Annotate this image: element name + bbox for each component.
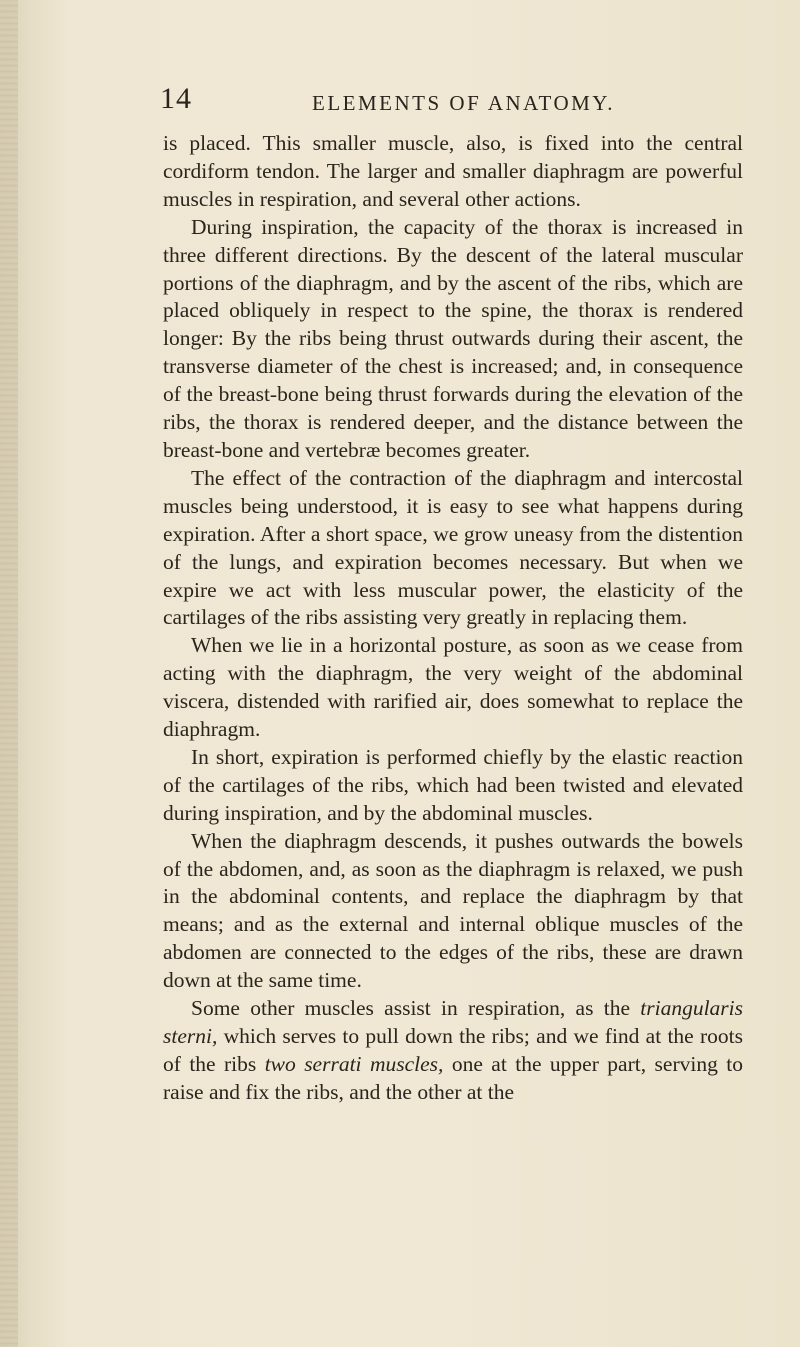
binding-gutter bbox=[0, 0, 18, 1347]
body-text bbox=[163, 130, 743, 1107]
paragraph-6: When the diaphragm descends, it pushes outwards the bowels of the abdomen, and, as soon as the diaphragm is relaxed, we push in the abdominal contents, and replace the diaphragm by that means; and as the external and internal oblique muscles of the abdomen are connected to the edges of the ribs, these are drawn down at the same time. bbox=[163, 828, 743, 993]
paragraph-7 bbox=[163, 995, 743, 1107]
paragraph-7-text-b: which serves to pull down the ribs; and we find at the roots of the ribs bbox=[163, 1024, 743, 1076]
paragraph-7-italic-2: two serrati muscles, bbox=[264, 1051, 444, 1076]
page-header bbox=[160, 82, 720, 122]
paragraph-1: is placed. This smaller muscle, also, is fixed into the central cordiform tendon. The larger and smaller diaphragm are powerful muscles in respiration, and several other actions. bbox=[163, 131, 743, 211]
paragraph-4: When we lie in a horizontal posture, as soon as we cease from acting with the diaphragm, the very weight of the abdominal viscera, distended with rarified air, does somewhat to replace the diaphragm. bbox=[163, 633, 743, 742]
paragraph-7-text-c: one at the upper part, serving to raise and fix the ribs, and the other at the bbox=[163, 1051, 743, 1104]
paragraph-7-text-a: Some other muscles assist in respiration, as the bbox=[191, 996, 641, 1021]
paragraph-5: In short, expiration is performed chiefly by the elastic reaction of the cartilages of the ribs, which had been twisted and elevated during inspiration, and by the abdominal muscles. bbox=[163, 744, 743, 825]
page-number: 14 bbox=[160, 82, 192, 115]
paragraph-2: During inspiration, the capacity of the thorax is increased in three different directions. By the descent of the lateral muscular portions of the diaphragm, and by the ascent of the ribs, which are placed obliquely in respect to the spine, the thorax is rendered longer: By the ribs being thrust outwards during their ascent, the transverse diameter of the chest is increased; and, in consequence of the breast-bone being thrust forwards during the elevation of the ribs, the thorax is rendered deeper, and the distance between the breast-bone and vertebræ becomes greater. bbox=[163, 214, 743, 462]
running-head: ELEMENTS OF ANATOMY. bbox=[312, 91, 616, 115]
paragraph-3: The effect of the contraction of the diaphragm and intercostal muscles being understood, it is easy to see what happens during expiration. After a short space, we grow uneasy from the distention of the lungs, and expiration becomes necessary. But when we expire we act with less muscular power, the elasticity of the cartilages of the ribs assisting very greatly in replacing them. bbox=[163, 465, 743, 630]
paragraph-7-italic-1: triangularis sterni, bbox=[163, 996, 743, 1048]
